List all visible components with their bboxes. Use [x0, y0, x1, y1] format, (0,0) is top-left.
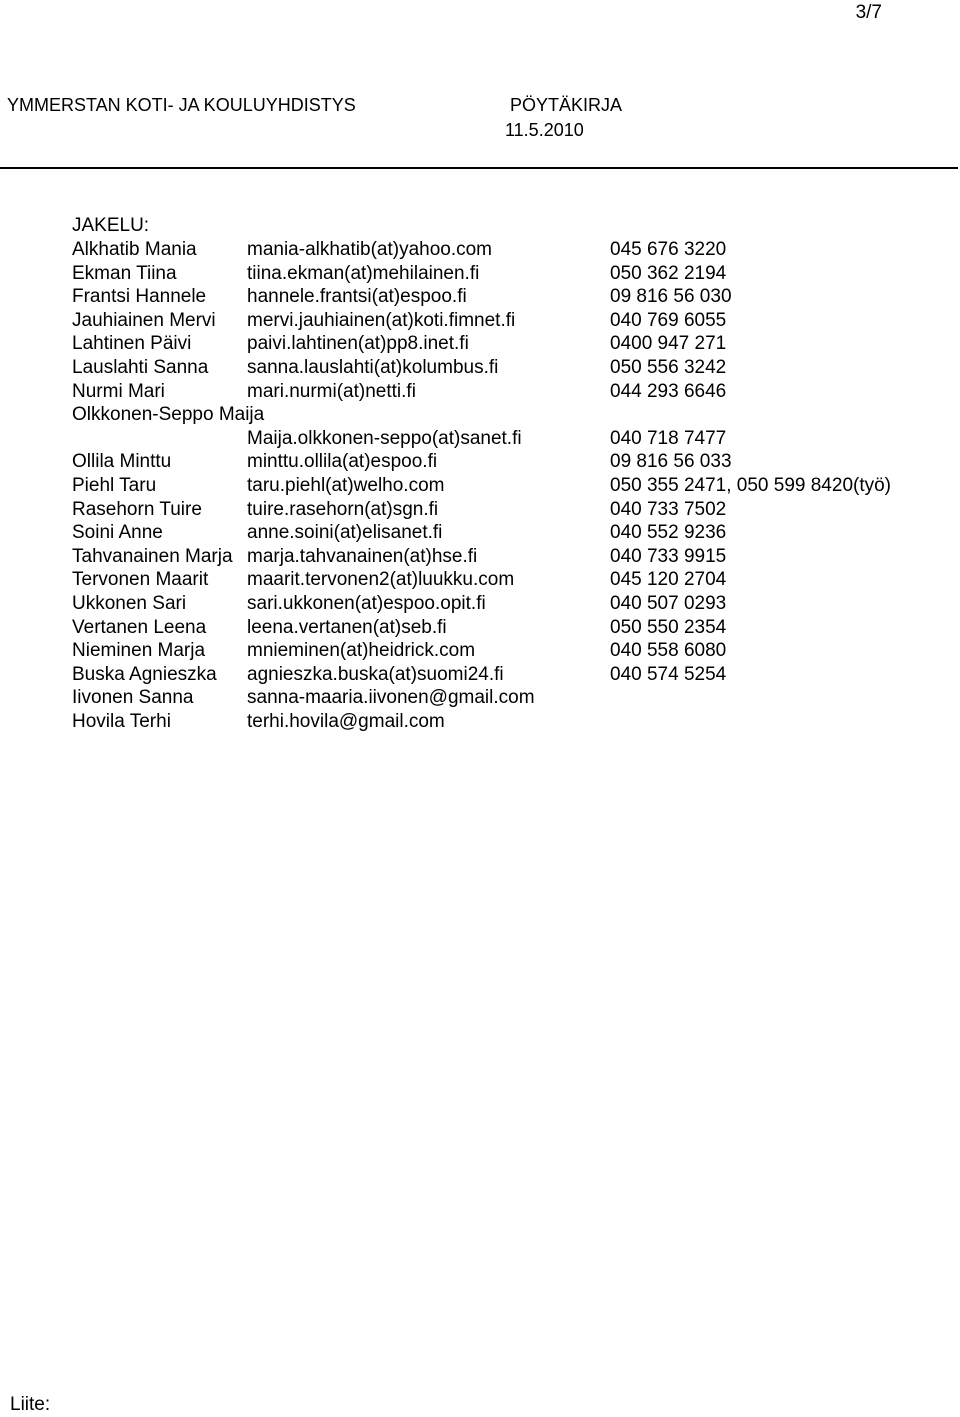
- entry-email: marja.tahvanainen(at)hse.fi: [247, 546, 478, 567]
- entry-phone: 0400 947 271: [610, 333, 727, 354]
- entry-name: Iivonen Sanna: [72, 687, 194, 708]
- distribution-heading: JAKELU:: [72, 215, 150, 236]
- entry-phone: 040 769 6055: [610, 310, 727, 331]
- entry-email: sanna.lauslahti(at)kolumbus.fi: [247, 357, 499, 378]
- attachments-label: Liite:: [10, 1394, 51, 1415]
- entry-phone: 09 816 56 030: [610, 286, 732, 307]
- entry-phone: 040 552 9236: [610, 522, 727, 543]
- entry-name: Frantsi Hannele: [72, 286, 207, 307]
- entry-email: tuire.rasehorn(at)sgn.fi: [247, 499, 439, 520]
- entry-name: Piehl Taru: [72, 475, 157, 496]
- entry-email: tiina.ekman(at)mehilainen.fi: [247, 263, 480, 284]
- entry-name: Nieminen Marja: [72, 640, 206, 661]
- entry-name: Lahtinen Päivi: [72, 333, 192, 354]
- entry-phone: 050 355 2471, 050 599 8420(työ): [610, 475, 892, 496]
- entry-email: mari.nurmi(at)netti.fi: [247, 381, 416, 402]
- entry-email: hannele.frantsi(at)espoo.fi: [247, 286, 467, 307]
- entry-email: minttu.ollila(at)espoo.fi: [247, 451, 438, 472]
- entry-phone: 050 550 2354: [610, 617, 727, 638]
- entry-name: Ukkonen Sari: [72, 593, 187, 614]
- entry-name: Tervonen Maarit: [72, 569, 209, 590]
- entry-name: Nurmi Mari: [72, 381, 165, 402]
- entry-email: paivi.lahtinen(at)pp8.inet.fi: [247, 333, 469, 354]
- page-number: 3/7: [855, 2, 882, 23]
- entry-email: mania-alkhatib(at)yahoo.com: [247, 239, 493, 260]
- entry-phone: 045 120 2704: [610, 569, 727, 590]
- organization-name: YMMERSTAN KOTI- JA KOULUYHDISTYS: [7, 95, 356, 115]
- entry-name: Ekman Tiina: [72, 263, 177, 284]
- entry-phone: 040 507 0293: [610, 593, 727, 614]
- entry-phone: 040 558 6080: [610, 640, 727, 661]
- entry-phone: 09 816 56 033: [610, 451, 732, 472]
- entry-email: mervi.jauhiainen(at)koti.fimnet.fi: [247, 310, 516, 331]
- entry-name: Ollila Minttu: [72, 451, 172, 472]
- entry-phone: 050 556 3242: [610, 357, 727, 378]
- entry-phone: 040 733 9915: [610, 546, 727, 567]
- entry-phone: 040 574 5254: [610, 664, 727, 685]
- entry-phone: 040 718 7477: [610, 428, 727, 449]
- entry-name: Hovila Terhi: [72, 711, 171, 732]
- entry-email: leena.vertanen(at)seb.fi: [247, 617, 447, 638]
- document-type: PÖYTÄKIRJA: [510, 95, 623, 115]
- entry-phone: 045 676 3220: [610, 239, 727, 260]
- entry-email: maarit.tervonen2(at)luukku.com: [247, 569, 515, 590]
- entry-email: Maija.olkkonen-seppo(at)sanet.fi: [247, 428, 522, 449]
- entry-email: anne.soini(at)elisanet.fi: [247, 522, 443, 543]
- entry-email: sari.ukkonen(at)espoo.opit.fi: [247, 593, 486, 614]
- entry-name: Vertanen Leena: [72, 617, 207, 638]
- entry-phone: 044 293 6646: [610, 381, 727, 402]
- entry-phone: 040 733 7502: [610, 499, 727, 520]
- entry-email: terhi.hovila@gmail.com: [247, 711, 445, 732]
- entry-name: Buska Agnieszka: [72, 664, 217, 685]
- header-divider: [0, 167, 958, 169]
- entry-phone: 050 362 2194: [610, 263, 727, 284]
- entry-name: Lauslahti Sanna: [72, 357, 209, 378]
- entry-email: taru.piehl(at)welho.com: [247, 475, 445, 496]
- entry-name: Tahvanainen Marja: [72, 546, 233, 567]
- entry-name: Jauhiainen Mervi: [72, 310, 216, 331]
- entry-email: agnieszka.buska(at)suomi24.fi: [247, 664, 504, 685]
- entry-name: Rasehorn Tuire: [72, 499, 202, 520]
- entry-name: Alkhatib Mania: [72, 239, 197, 260]
- document-date: 11.5.2010: [505, 120, 584, 140]
- entry-name: Olkkonen-Seppo Maija: [72, 404, 265, 425]
- entry-email: sanna-maaria.iivonen@gmail.com: [247, 687, 535, 708]
- entry-email: mnieminen(at)heidrick.com: [247, 640, 476, 661]
- entry-name: Soini Anne: [72, 522, 163, 543]
